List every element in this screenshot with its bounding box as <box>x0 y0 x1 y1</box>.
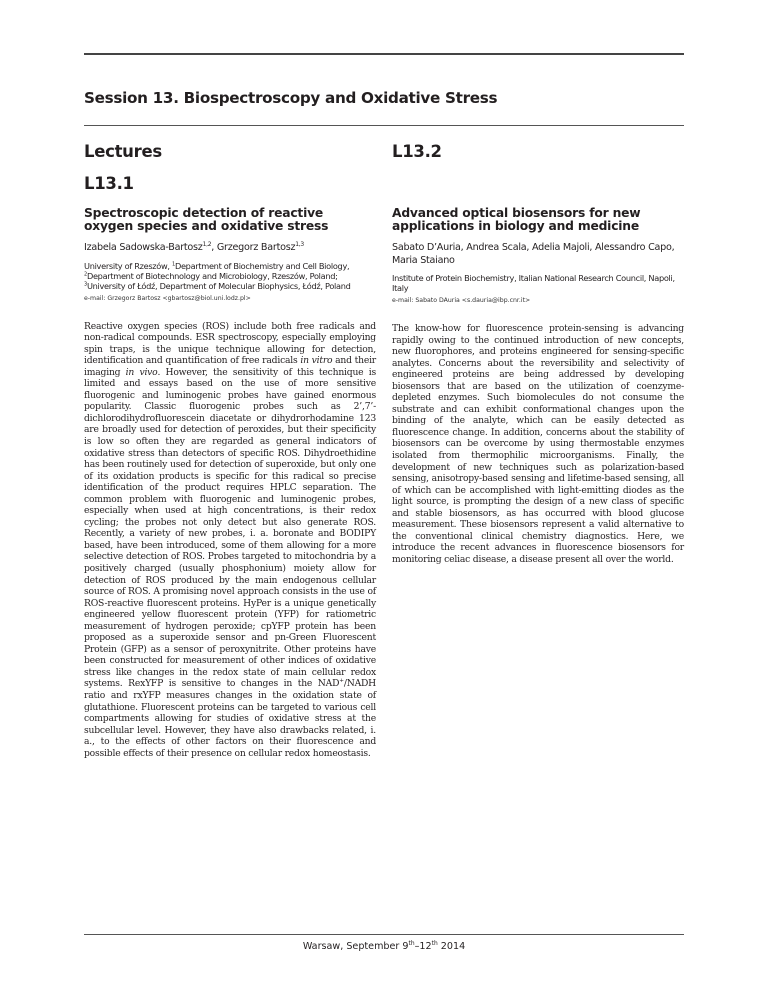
body-text: /NADH ratio and rxYFP measures changes in the oxidation state of glutathione. Fluorescent proteins can be targeted to various cell compartments allowing for studies of oxidative stress at the subcellular level. However, they have also drawbacks related, i. a., to the effects of other factors on their fluorescence and possible effects of their presence on cellular redox homeostasis. <box>84 678 376 759</box>
abstract-title-l13-2: Advanced optical biosensors for new applications in biology and medicine <box>392 206 641 233</box>
body-sup: + <box>339 678 344 685</box>
body-italic: in vivo <box>125 366 158 378</box>
authors-l13-1 <box>84 242 376 255</box>
body-text: . However, the sensitivity of this technique is limited and essays based on the use of more sensitive fluorogenic and luminogenic probes have gained enormous popularity. Classic fluorogenic probes such as 2’,7’-dichlorodihydrofluorescein diacetate or dihydrorhodamine 123 are broadly used for detection of peroxides, but their specificity is low so often they are regarded as general indicators of oxidative stress than detectors of specific ROS. Dihydroethidine has been routinely used for detection of superoxide, but only one of its oxidation products is specific for this radical so precise identification of the product requires HPLC separation. The common problem with fluorogenic and luminogenic probes, especially when used at high concentrations, is their redox cycling; the probes not only detect but also generate ROS. Recently, a variety of new probes, i. a. boronate and BODIPY based, have been introduced, some of them allowing for a more selective detection of ROS. Probes targeted to mitochondria by a positively charged (usually phosphonium) moiety allow for detection of ROS produced by the main endogenous cellular source of ROS. A promising novel approach consists in the use of ROS-reactive fluorescent proteins. HyPer is a unique genetically engineered yellow fluorescent protein (YFP) for ratiometric measurement of hydrogen peroxide; cpYFP protein has been proposed as a superoxide sensor and pn-Green Fluorescent Protein (GFP) as a sensor of peroxynitrite. Other proteins have been constructed for measurement of other indices of oxidative stress like changes in the redox state of main cellular redox systems. RexYFP is sensitive to changes in the NAD <box>84 366 376 690</box>
affiliation-sup: 1 <box>172 260 175 267</box>
page-footer <box>84 941 684 952</box>
email-l13-1: e-mail: Grzegorz Bartosz <gbartosz@biol.uni.lodz.pl> <box>84 294 251 302</box>
affiliation-text: University of Łódź, Department of Molecular Biophysics, Łódź, Poland <box>86 280 351 291</box>
author-name: Izabela Sadowska-Bartosz <box>84 242 203 253</box>
email-l13-2: e-mail: Sabato DAuria <s.dauria@ibp.cnr.it> <box>392 297 531 304</box>
abstract-body-l13-2: The know-how for fluorescence protein-sensing is advancing rapidly owing to the continued introduction of new concepts, new fluorophores, and proteins engineered for sensing-specific analytes. Concerns about the reversibility and selectivity of engineered proteins are being addressed by developing biosensors that are based on the utilization of coenzyme-depleted enzymes. Such biomolecules do not consume the substrate and can exhibit conformational changes upon the binding of the analyte, which can be easily detected as fluorescence change. In addition, concerns about the stability of biosensors can be overcome by using thermostable enzymes isolated from thermophilic microorganisms. Finally, the development of new techniques such as polarization-based sensing, anisotropy-based sensing and lifetime-based sensing, all of which can be accomplished with light-emitting diodes as the light source, is prompting the design of a new class of specific and stable biosensors, as has occurred with blood glucose measurement. These biosensors represent a valid alternative to the conventional clinical chemistry diagnostics. Here, we introduce the recent advances in fluorescence biosensors for monitoring celiac disease, a disease present all over the world. <box>392 323 684 565</box>
affiliation-text: University of Rzeszów, <box>84 260 172 271</box>
lectures-heading: Lectures <box>84 142 162 161</box>
abstract-body-l13-1 <box>84 321 376 760</box>
affiliation-sup: 3 <box>84 280 87 287</box>
right-column <box>392 142 684 565</box>
top-rule <box>84 53 684 55</box>
footer-rule <box>84 934 684 935</box>
affiliation-sup: 2 <box>84 270 87 277</box>
session-title: Session 13. Biospectroscopy and Oxidative Stress <box>84 89 498 107</box>
footer-text: –12 <box>414 941 432 952</box>
author-sup: 1,2 <box>202 240 212 248</box>
body-italic: in vitro <box>300 355 333 367</box>
affiliations-l13-2: Institute of Protein Biochemistry, Italian National Research Council, Napoli, Italy <box>392 273 675 293</box>
footer-text: Warsaw, September 9 <box>302 941 409 952</box>
body-text: Reactive oxygen species (ROS) include both free radicals and non-radical compounds. ESR spectroscopy, especially employing spin traps, is the unique technique allowing for detection, identification and quantification of free radicals <box>84 320 376 367</box>
abstract-title-l13-1: Spectroscopic detection of reactive oxygen species and oxidative stress <box>84 206 329 233</box>
author-sup: 1,3 <box>295 240 304 248</box>
authors-l13-2: Sabato D’Auria, Andrea Scala, Adelia Majoli, Alessandro Capo, Maria Staiano <box>392 242 675 266</box>
affiliation-text: Department of Biotechnology and Microbiology, Rzeszów, Poland; <box>86 270 338 281</box>
left-column <box>84 142 376 759</box>
footer-text: 2014 <box>437 941 466 952</box>
affiliation-text: Department of Biochemistry and Cell Biology, <box>174 260 350 271</box>
affiliations-l13-1 <box>84 261 376 291</box>
footer-sup: th <box>408 939 415 947</box>
footer-sup: th <box>431 939 438 947</box>
abstract-code-l13-1: L13.1 <box>84 174 134 193</box>
header-rule <box>84 125 684 126</box>
author-name: , Grzegorz Bartosz <box>211 242 296 253</box>
body-text: and their imaging <box>84 355 376 378</box>
abstract-code-l13-2: L13.2 <box>392 142 442 161</box>
